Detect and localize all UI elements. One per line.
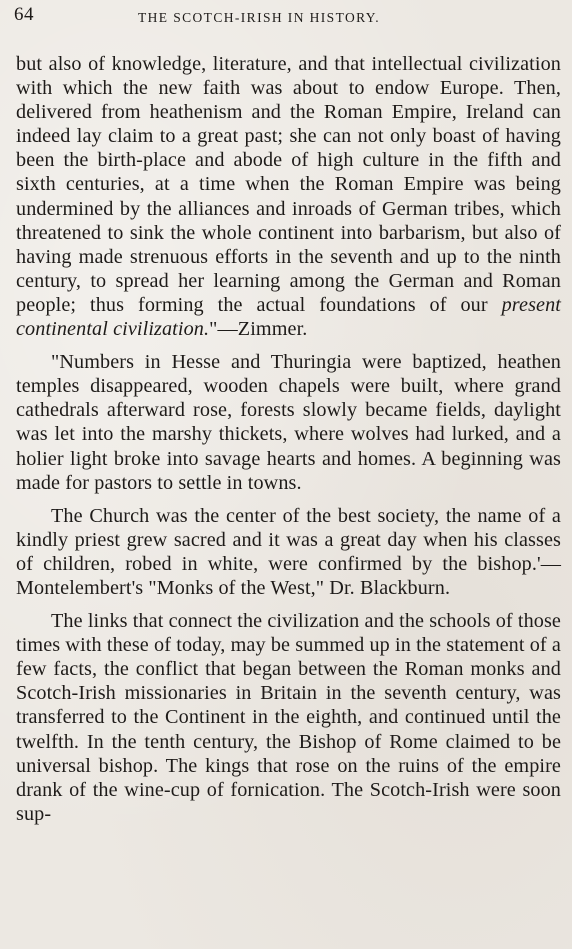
paragraph-links: The links that connect the civilization and the schools of those times with these of today, may be summed up in the statement of a few facts, the conflict that began between the Roman monks and Scotch-Irish missionaries in Britain in the seventh century, was transferred to the Continent in the eighth, and continued until the twelfth. In the tenth century, the Bishop of Rome claimed to be universal bishop. The kings that rose on the ruins of the empire drank of the wine-cup of fornication. The Scotch-Irish were soon sup-: [16, 610, 561, 825]
paragraph-text: but also of knowledge, literature, and that intellectual civilization with which the new faith was about to endow Europe. Then, delivered from heathenism and the Roman Empire, Ireland can indeed lay claim to a great past; she can not only boast of having been the birth-place and abode of high culture in the fifth and sixth centuries, at a time when the Roman Empire was being undermined by the alliances and inroads of German tribes, which threatened to sink the whole continent into barbarism, but also of having made strenuous efforts in the seventh and up to the ninth century, to spread her learning among the German and Roman people; thus forming the actual foundations of our: [16, 53, 561, 316]
paragraph-church-center: The Church was the center of the best society, the name of a kindly priest grew sacred and it was a great day when his classes of children, robed in white, were confirmed by the bishop.'—Montelembert's "Monks of the West," Dr. Blackburn.: [16, 504, 561, 599]
paragraph-zimmer-quote: [16, 52, 561, 341]
running-head: [12, 2, 560, 34]
page-number: 64: [14, 4, 34, 25]
paragraph-hesse-thuringia: "Numbers in Hesse and Thuringia were baptized, heathen temples disappeared, wooden chapels were built, where grand cathedrals afterward rose, forests slowly became fields, daylight was let into the marshy thickets, where wolves had lurked, and a holier light broke into savage hearts and homes. A beginning was made for pastors to settle in towns.: [16, 351, 561, 494]
running-title: THE SCOTCH-IRISH IN HISTORY.: [138, 10, 380, 25]
attribution: "—Zimmer.: [209, 318, 308, 341]
italic-phrase: present continental civilization.: [16, 293, 561, 341]
body-text: [16, 52, 561, 826]
